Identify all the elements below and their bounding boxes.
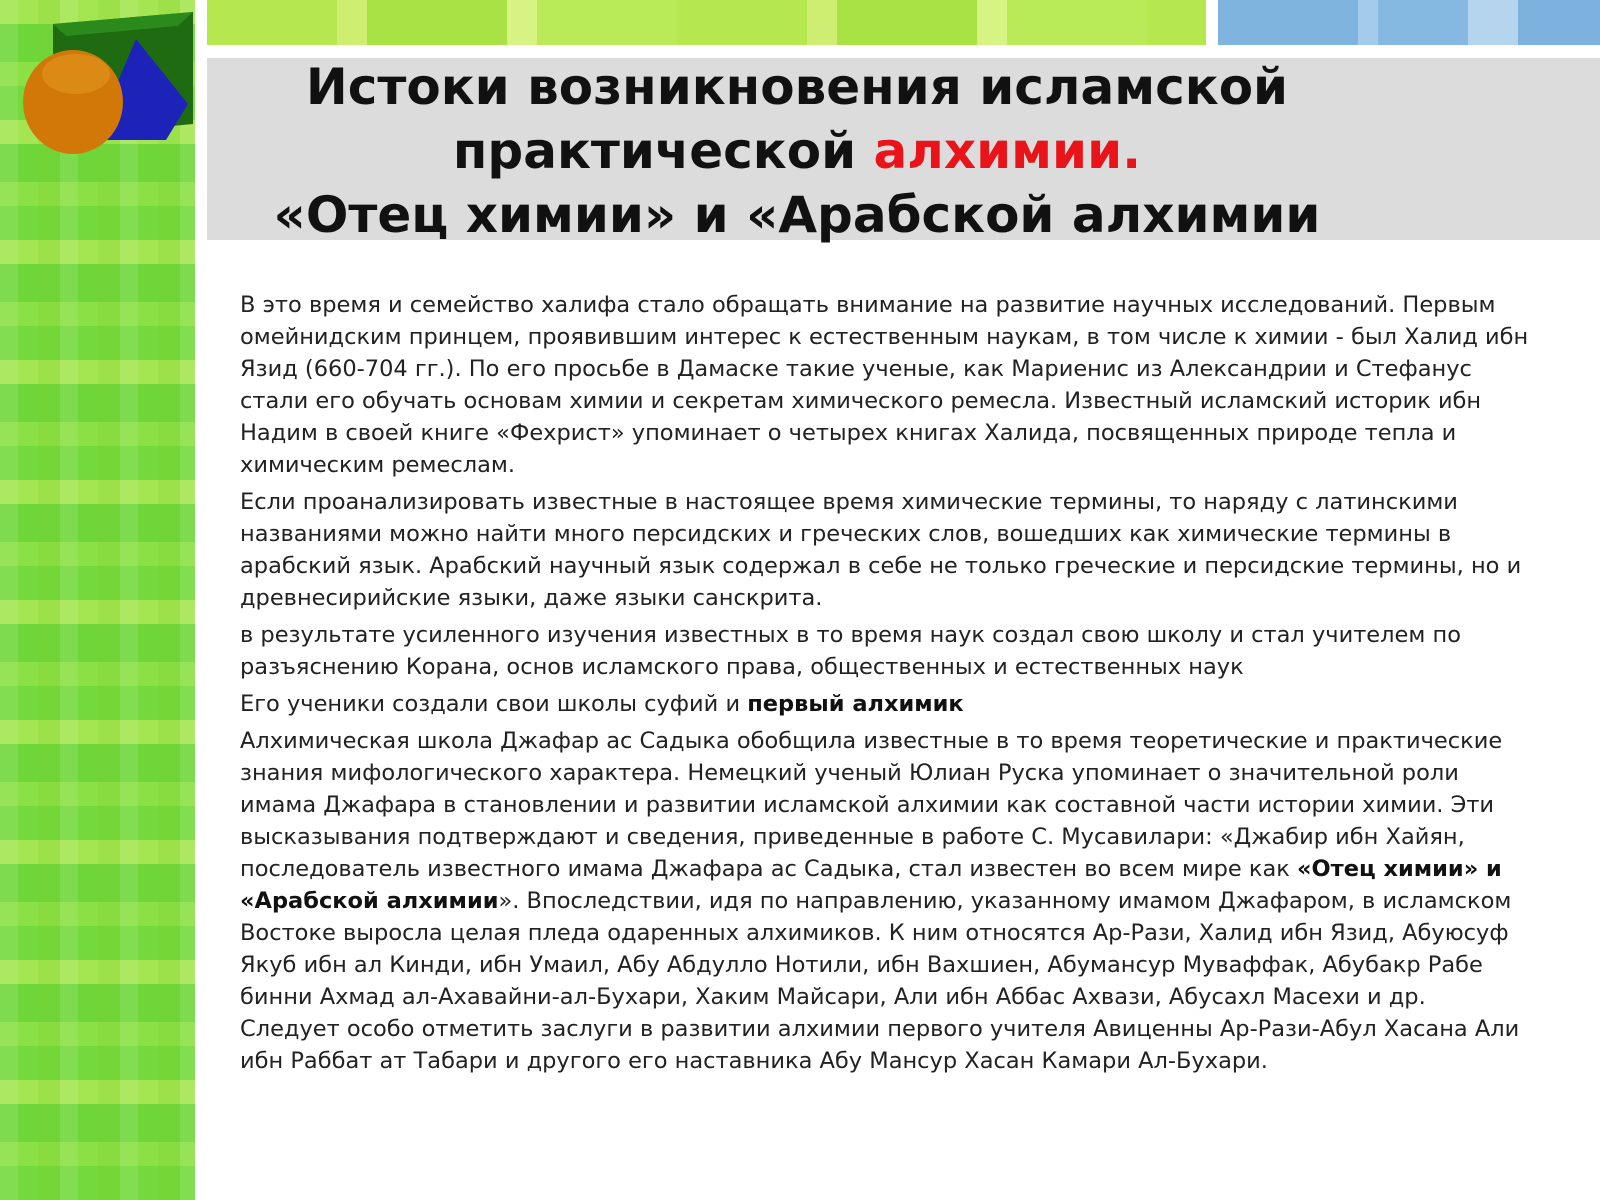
- paragraph-3: в результате усиленного изучения известных в то время наук создал свою школу и стал учителем по разъяснению Корана, основ исламского права, общественных и естественных наук: [240, 622, 1461, 680]
- slide-body: [240, 289, 1530, 1082]
- paragraph-2: Если проанализировать известные в настоящее время химические термины, то наряду с латинскими названиями можно найти много персидских и греческих слов, вошедших как химические термины в арабский язык. Арабский научный язык содержал в себе не только греческие и персидские термины, но и древнесирийские языки, даже языки санскрита.: [240, 489, 1522, 611]
- title-line-3: «Отец химии» и «Арабской алхимии: [273, 186, 1321, 244]
- paragraph-4: [240, 688, 1530, 720]
- paragraph-4-bold: первый алхимик: [747, 691, 964, 717]
- title-line-2-text: практической: [452, 122, 874, 180]
- left-decorative-band: [0, 0, 195, 1200]
- paragraph-5-text-b: ». Впоследствии, идя по направлению, указанному имамом Джафаром, в исламском Востоке выросла целая пледа одаренных алхимиков. К ним относятся Ар-Рази, Халид ибн Язид, Абуюсуф Якуб ибн ал Кинди, ибн Умаил, Абу Абдулло Нотили, ибн Вахшиен, Абумансур Муваффак, Абубакр Рабе бинни Ахмад ал-Ахавайни-ал-Бухари, Хаким Майсари, Али ибн Аббас Ахвази, Абусахл Масехи и др. Следует особо отметить заслуги в развитии алхимии первого учителя Авиценны Ар-Рази-Абул Хасана Али ибн Раббат ат Табари и другого его наставника Абу Мансур Хасан Камари Ал-Бухари.: [240, 888, 1520, 1074]
- paragraph-4-text: Его ученики создали свои школы суфий и: [240, 691, 748, 717]
- title-line-1: Истоки возникновения исламской: [305, 58, 1289, 116]
- geometric-shapes-logo-icon: [18, 12, 193, 162]
- paragraph-1: В это время и семейство халифа стало обращать внимание на развитие научных исследований. Первым омейнидским принцем, проявившим интерес к естественным наукам, в том числе к химии - был Халид ибн Язид (660-704 гг.). По его просьбе в Дамаске такие ученые, как Мариенис из Александрии и Стефанус стали его обучать основам химии и секретам химического ремесла. Известный исламский историк ибн Надим в своей книге «Фехрист» упоминает о четырех книгах Халида, посвященных природе тепла и химическим ремеслам.: [240, 292, 1529, 478]
- paragraph-5: [240, 725, 1530, 1077]
- top-decorative-band-blue: [1218, 0, 1600, 45]
- paragraph-5-text-a: Алхимическая школа Джафар ас Садыка обобщила известные в то время теоретические и практические знания мифологического характера. Немецкий ученый Юлиан Руска упоминает о значительной роли имама Джафара в становлении и развитии исламской алхимии как составной части истории химии. Эти высказывания подтверждают и сведения, приведенные в работе С. Мусавилари: «Джабир ибн Хайян, последователь известного имама Джафара ас Садыка, стал известен во всем мире как: [240, 728, 1503, 882]
- paragraph-5-bold: «Отец химии» и «Арабской алхимии: [240, 856, 1502, 914]
- slide-title: [207, 55, 1387, 247]
- title-line-2: [207, 119, 1387, 183]
- top-decorative-band-green: [207, 0, 1206, 45]
- title-accent-word: алхимии.: [873, 122, 1142, 180]
